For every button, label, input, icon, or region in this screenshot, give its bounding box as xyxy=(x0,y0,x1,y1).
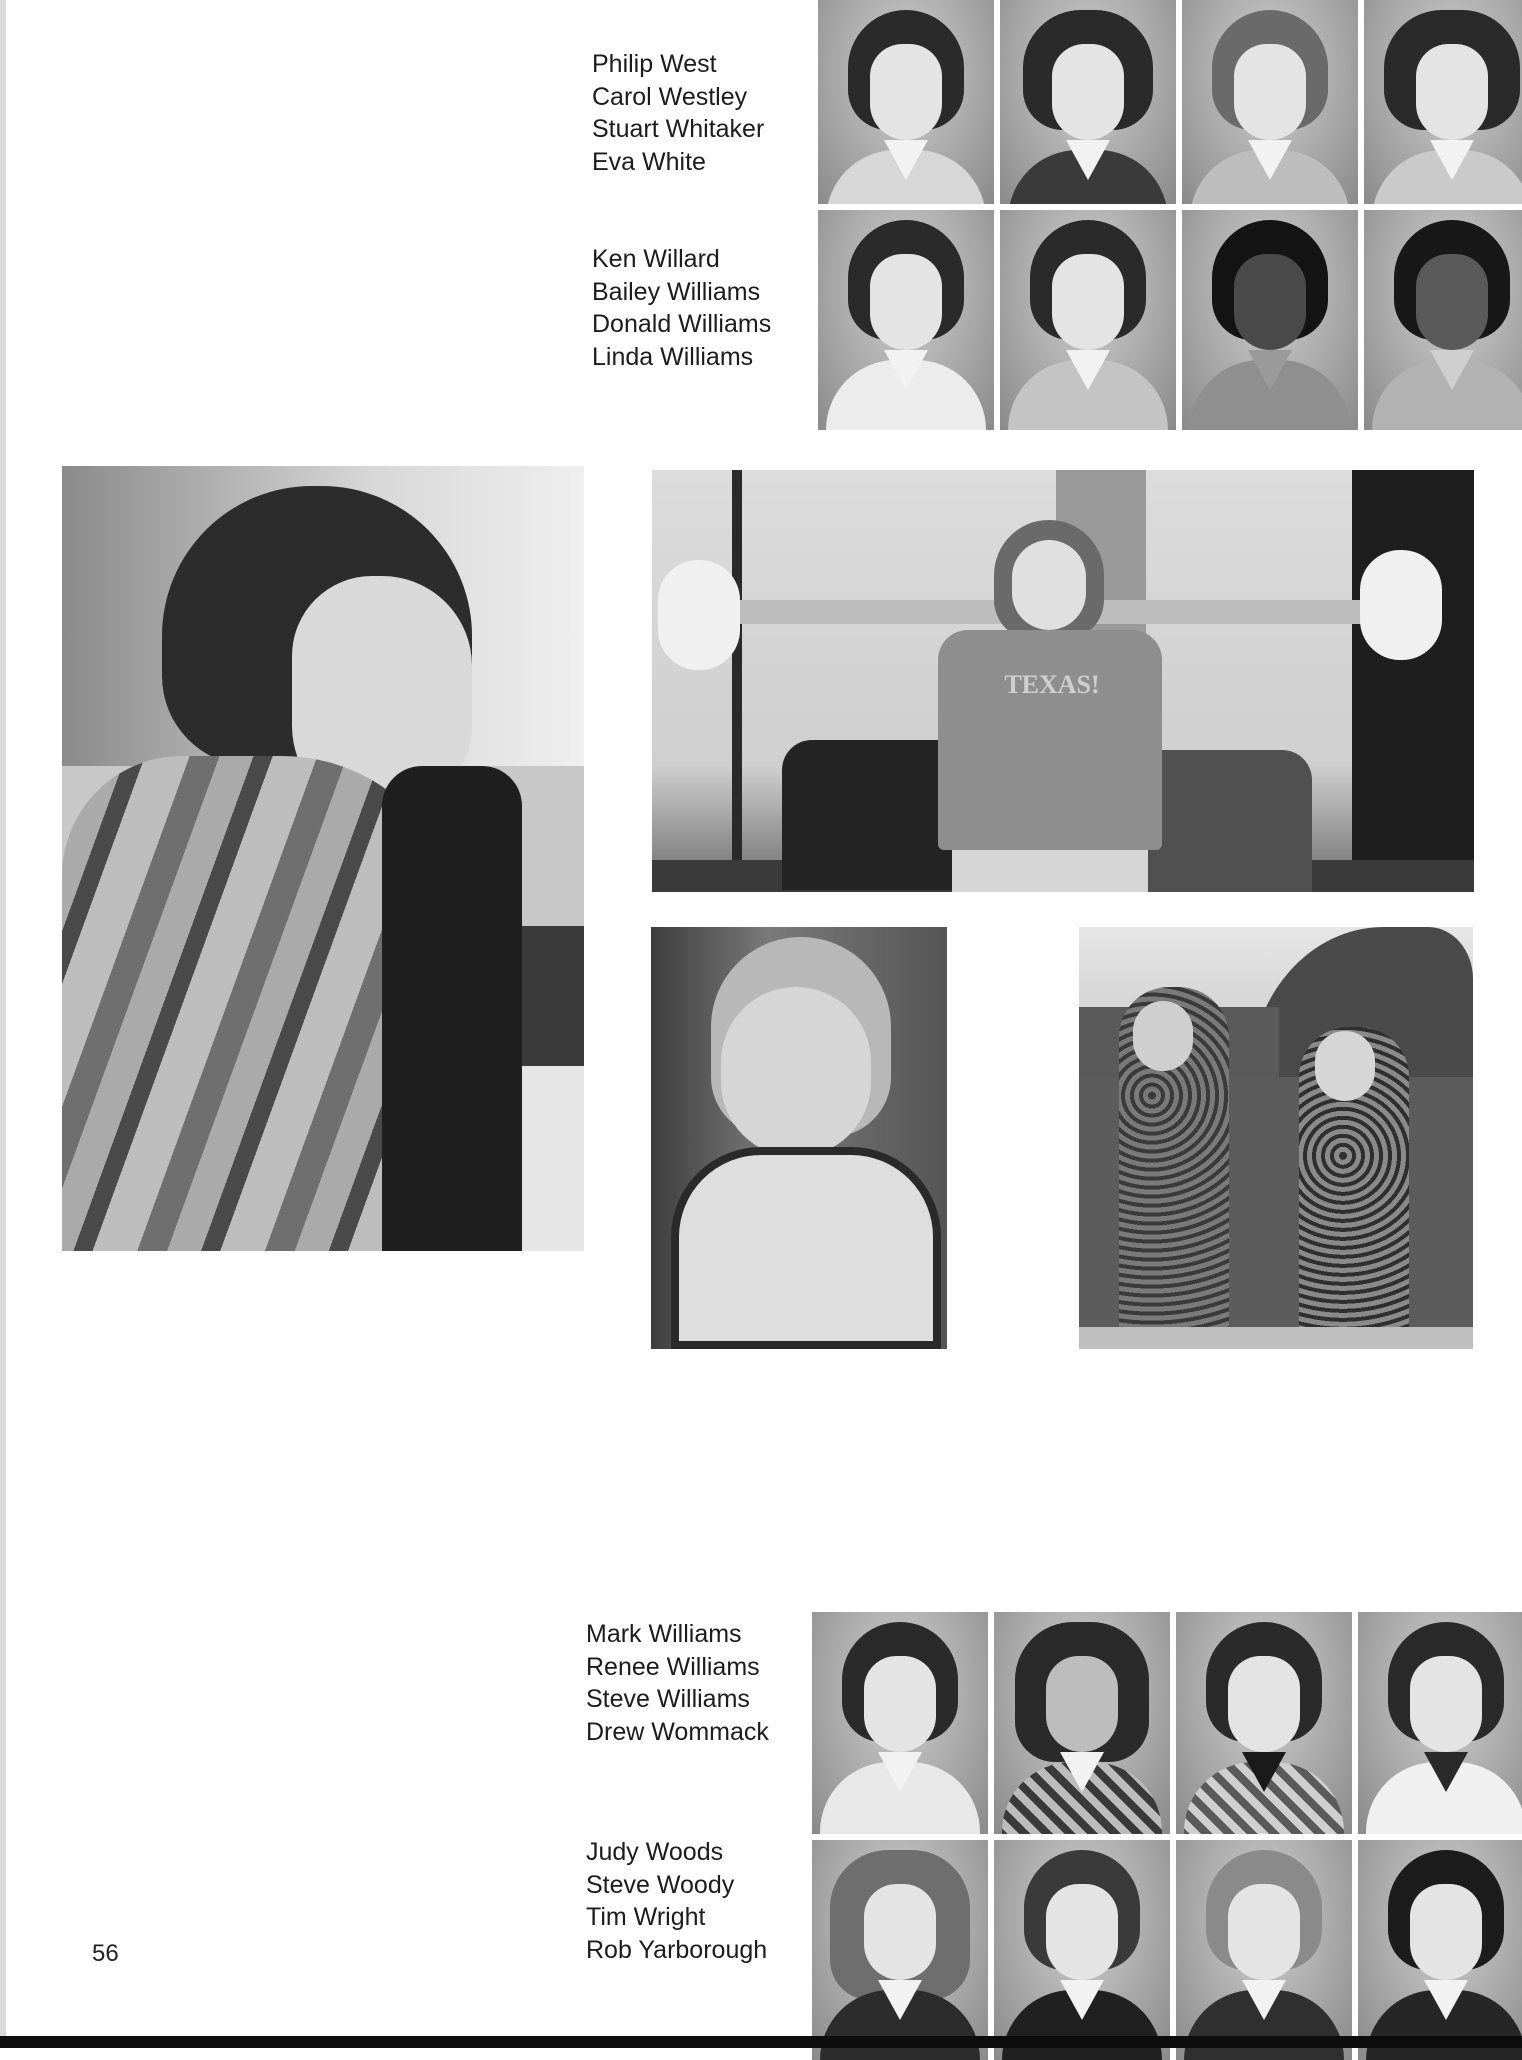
student-name: Steve Williams xyxy=(586,1685,750,1713)
candid-photo-girl-hoodie xyxy=(62,466,584,1251)
student-name: Donald Williams xyxy=(592,310,772,338)
candid-photo-weightlifter xyxy=(652,470,1474,892)
student-name: Renee Williams xyxy=(586,1652,760,1681)
name-list-top-row-1 xyxy=(592,48,764,178)
student-name: Bailey Williams xyxy=(592,277,761,306)
portrait-photo xyxy=(1358,1840,1522,2060)
student-name: Judy Woods xyxy=(586,1838,724,1866)
portrait-photo xyxy=(1182,0,1358,204)
portrait-photo xyxy=(1000,0,1176,204)
page-number: 56 xyxy=(92,1940,119,1967)
student-name: Stuart Whitaker xyxy=(592,115,765,143)
portrait-photo xyxy=(812,1840,988,2060)
student-name: Steve Woody xyxy=(586,1870,735,1899)
portrait-photo xyxy=(1364,0,1522,204)
shirt-text: TEXAS! xyxy=(1004,670,1100,699)
name-list-bottom-row-1 xyxy=(586,1618,769,1748)
portrait-photo xyxy=(1364,210,1522,430)
student-name: Drew Wommack xyxy=(586,1717,769,1746)
portrait-grid-top xyxy=(818,0,1522,430)
portrait-grid-bottom xyxy=(812,1612,1522,2060)
portrait-photo xyxy=(818,210,994,430)
student-name: Mark Williams xyxy=(586,1620,742,1648)
student-name: Linda Williams xyxy=(592,342,754,371)
student-name: Rob Yarborough xyxy=(586,1935,768,1964)
portrait-photo xyxy=(812,1612,988,1834)
student-name: Carol Westley xyxy=(592,82,748,111)
portrait-photo xyxy=(994,1840,1170,2060)
scan-bottom-edge xyxy=(0,2036,1522,2048)
portrait-photo xyxy=(818,0,994,204)
candid-photo-girl-tshirt xyxy=(651,927,947,1349)
student-name: Philip West xyxy=(592,50,717,78)
candid-photo-dancers xyxy=(1079,927,1473,1349)
portrait-photo xyxy=(1176,1612,1352,1834)
portrait-photo xyxy=(1176,1840,1352,2060)
portrait-photo xyxy=(1182,210,1358,430)
portrait-photo xyxy=(994,1612,1170,1834)
name-list-bottom-row-2 xyxy=(586,1836,767,1966)
name-list-top-row-2 xyxy=(592,243,771,373)
student-name: Ken Willard xyxy=(592,245,720,273)
portrait-photo xyxy=(1358,1612,1522,1834)
student-name: Tim Wright xyxy=(586,1903,706,1931)
portrait-photo xyxy=(1000,210,1176,430)
page-binding-edge xyxy=(0,0,6,2048)
student-name: Eva White xyxy=(592,147,706,176)
